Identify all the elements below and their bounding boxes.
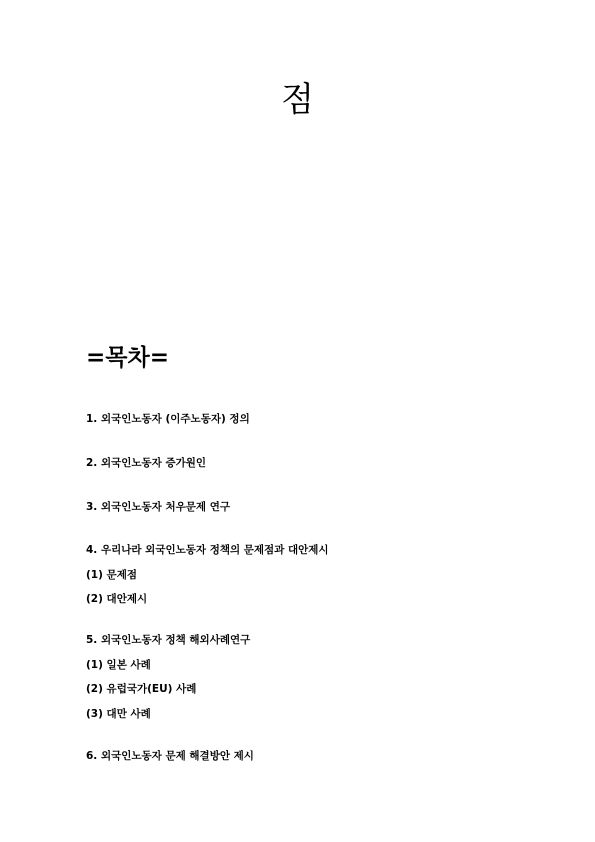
toc-subitem-4-2: (2) 대안제시 — [86, 593, 148, 605]
toc-subitem-5-3: (3) 대만 사례 — [86, 708, 151, 720]
toc-item-4: 4. 우리나라 외국인노동자 정책의 문제점과 대안제시 — [86, 544, 329, 556]
toc-heading: =목차= — [86, 345, 169, 371]
toc-subitem-4-1: (1) 문제점 — [86, 569, 137, 581]
toc-item-3: 3. 외국인노동자 처우문제 연구 — [86, 501, 230, 513]
page-title: 점 — [281, 79, 314, 120]
toc-item-5: 5. 외국인노동자 정책 해외사례연구 — [86, 634, 251, 646]
toc-item-6: 6. 외국인노동자 문제 해결방안 제시 — [86, 750, 254, 762]
toc-subitem-5-1: (1) 일본 사례 — [86, 659, 151, 671]
toc-subitem-5-2: (2) 유럽국가(EU) 사례 — [86, 683, 197, 695]
toc-item-1: 1. 외국인노동자 (이주노동자) 정의 — [86, 413, 250, 425]
toc-item-2: 2. 외국인노동자 증가원인 — [86, 457, 207, 469]
